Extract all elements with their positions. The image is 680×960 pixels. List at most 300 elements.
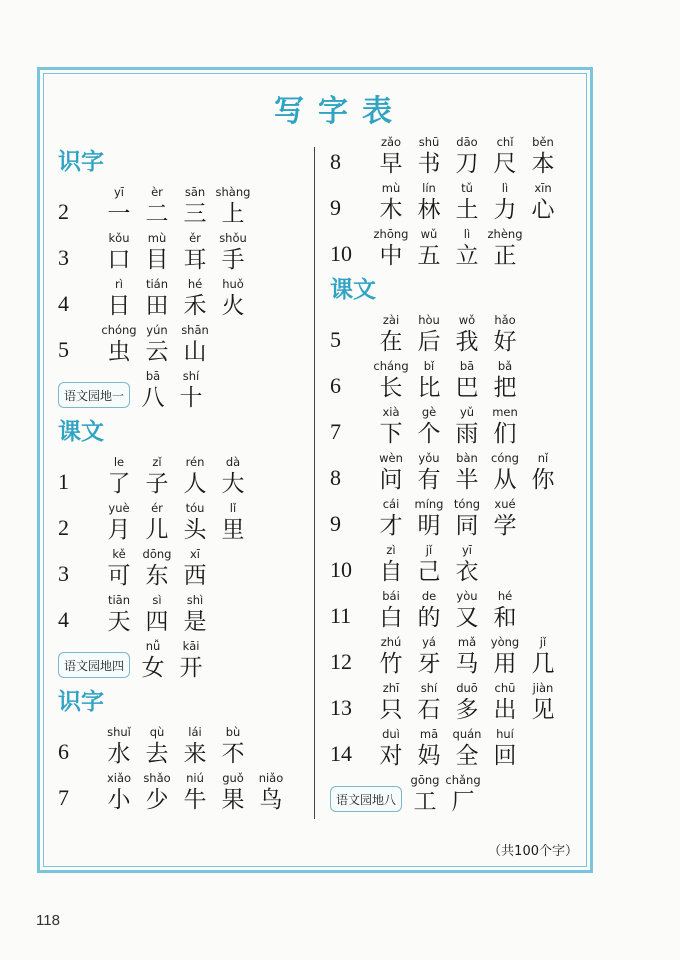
character-cell — [134, 368, 172, 412]
pinyin: shí — [182, 369, 200, 383]
hanzi: 手 — [221, 247, 245, 273]
character-cell — [444, 772, 482, 816]
character-cell — [100, 546, 138, 590]
character-cell — [372, 634, 410, 678]
character-group — [372, 226, 524, 270]
lesson-row — [330, 132, 590, 178]
lesson-row — [58, 228, 318, 274]
character-cell — [138, 184, 176, 228]
hanzi: 只 — [379, 697, 403, 723]
hanzi: 竹 — [379, 651, 403, 677]
hanzi: 里 — [221, 517, 245, 543]
character-cell — [100, 322, 138, 366]
lesson-number: 5 — [330, 327, 341, 352]
pinyin: lái — [188, 725, 202, 739]
character-group — [100, 454, 252, 498]
pinyin: qù — [149, 725, 165, 739]
pinyin: hǎo — [494, 313, 516, 327]
pinyin: yòu — [456, 589, 478, 603]
pinyin: hé — [187, 277, 203, 291]
pinyin: shǒu — [219, 231, 247, 245]
character-cell — [100, 454, 138, 498]
hanzi: 早 — [379, 151, 403, 177]
character-cell — [214, 724, 252, 768]
pinyin: mù — [147, 231, 167, 245]
section-title: 识字 — [58, 149, 104, 175]
character-cell — [372, 450, 410, 494]
hanzi: 上 — [221, 201, 245, 227]
pinyin: yuè — [108, 501, 130, 515]
hanzi: 木 — [379, 197, 403, 223]
pinyin: tóng — [453, 497, 481, 511]
pinyin: bǐ — [423, 359, 435, 373]
hanzi: 妈 — [417, 743, 441, 769]
hanzi: 学 — [493, 513, 517, 539]
lesson-number: 10 — [330, 241, 352, 266]
left-column — [58, 142, 318, 814]
lesson-row — [330, 678, 590, 724]
character-cell — [410, 134, 448, 178]
hanzi: 在 — [379, 329, 403, 355]
character-group — [406, 772, 482, 816]
hanzi: 田 — [145, 293, 169, 319]
hanzi: 回 — [493, 743, 517, 769]
character-cell — [410, 358, 448, 402]
character-cell — [410, 496, 448, 540]
pinyin: zhī — [382, 681, 400, 695]
character-cell — [486, 312, 524, 356]
character-cell — [138, 546, 176, 590]
pinyin: chū — [494, 681, 516, 695]
hanzi: 小 — [107, 787, 131, 813]
pinyin: kāi — [182, 639, 200, 653]
pinyin: xī — [189, 547, 200, 561]
pinyin: lǐ — [229, 501, 237, 515]
lesson-number: 11 — [330, 603, 352, 628]
hanzi: 水 — [107, 741, 131, 767]
character-cell — [410, 180, 448, 224]
pinyin: chǎng — [445, 773, 481, 787]
hanzi: 儿 — [145, 517, 169, 543]
character-cell — [100, 184, 138, 228]
lesson-row — [330, 356, 590, 402]
hanzi: 用 — [493, 651, 517, 677]
character-cell — [410, 726, 448, 770]
character-cell — [486, 180, 524, 224]
hanzi: 我 — [455, 329, 479, 355]
hanzi: 一 — [107, 201, 131, 227]
character-group — [100, 184, 252, 228]
character-cell — [448, 450, 486, 494]
character-cell — [448, 496, 486, 540]
character-group — [100, 276, 252, 320]
pinyin: yá — [422, 635, 436, 649]
hanzi: 女 — [141, 655, 165, 681]
pinyin: míng — [414, 497, 444, 511]
pinyin: chǐ — [496, 135, 514, 149]
pinyin: xià — [382, 405, 400, 419]
page-title: 写字表 — [274, 94, 406, 129]
lesson-number: 10 — [330, 557, 352, 582]
hanzi: 力 — [493, 197, 517, 223]
lesson-row — [58, 498, 318, 544]
hanzi: 鸟 — [259, 787, 283, 813]
pinyin: huǒ — [222, 277, 244, 291]
pinyin: bàn — [456, 451, 478, 465]
character-cell — [176, 322, 214, 366]
lesson-row — [330, 540, 590, 586]
hanzi: 头 — [183, 517, 207, 543]
character-cell — [372, 680, 410, 724]
pinyin: cháng — [373, 359, 409, 373]
pinyin: xīn — [534, 181, 552, 195]
lesson-number: 8 — [330, 149, 341, 174]
character-cell — [448, 680, 486, 724]
pinyin: niǎo — [258, 771, 284, 785]
character-cell — [372, 312, 410, 356]
pinyin: bā — [145, 369, 161, 383]
pinyin: zǎo — [380, 135, 402, 149]
hanzi: 禾 — [183, 293, 207, 319]
total-count-note: （共100个字） — [488, 844, 578, 859]
pinyin: tián — [145, 277, 169, 291]
pinyin: yún — [146, 323, 168, 337]
character-cell — [372, 404, 410, 448]
pinyin: zhōng — [373, 227, 409, 241]
hanzi: 西 — [183, 563, 207, 589]
pinyin: huí — [496, 727, 514, 741]
hanzi: 又 — [455, 605, 479, 631]
lesson-row — [330, 586, 590, 632]
character-cell — [214, 770, 252, 814]
character-group — [100, 500, 252, 544]
character-cell — [448, 134, 486, 178]
lesson-row — [330, 724, 590, 770]
pinyin: tóu — [185, 501, 205, 515]
character-group — [372, 680, 562, 724]
character-cell — [410, 450, 448, 494]
character-cell — [372, 134, 410, 178]
character-cell — [524, 634, 562, 678]
character-cell — [372, 358, 410, 402]
lesson-number: 2 — [58, 515, 69, 540]
hanzi: 立 — [455, 243, 479, 269]
pinyin: běn — [532, 135, 554, 149]
character-cell — [448, 358, 486, 402]
page-number: 118 — [36, 912, 60, 929]
hanzi: 对 — [379, 743, 403, 769]
hanzi: 五 — [417, 243, 441, 269]
hanzi: 八 — [141, 385, 165, 411]
character-cell — [176, 592, 214, 636]
hanzi: 人 — [183, 471, 207, 497]
character-cell — [172, 638, 210, 682]
lesson-number: 5 — [58, 337, 69, 362]
lesson-number: 14 — [330, 741, 352, 766]
character-cell — [448, 404, 486, 448]
character-cell — [406, 772, 444, 816]
lesson-row — [330, 178, 590, 224]
character-cell — [410, 312, 448, 356]
character-group — [372, 726, 524, 770]
pinyin: yǒu — [418, 451, 440, 465]
character-cell — [372, 226, 410, 270]
pinyin: le — [113, 455, 125, 469]
pinyin: zhú — [380, 635, 402, 649]
character-cell — [176, 770, 214, 814]
hanzi: 日 — [107, 293, 131, 319]
character-group — [372, 312, 524, 356]
character-cell — [138, 592, 176, 636]
lesson-row — [58, 452, 318, 498]
character-cell — [486, 134, 524, 178]
lesson-row — [330, 770, 590, 816]
hanzi: 多 — [455, 697, 479, 723]
character-group — [372, 180, 562, 224]
pinyin: èr — [151, 185, 163, 199]
hanzi: 开 — [179, 655, 203, 681]
hanzi: 刀 — [455, 151, 479, 177]
hanzi: 下 — [379, 421, 403, 447]
pinyin: zhèng — [487, 227, 523, 241]
hanzi: 巴 — [455, 375, 479, 401]
hanzi: 火 — [221, 293, 245, 319]
pinyin: dà — [225, 455, 241, 469]
character-group — [100, 230, 252, 274]
lesson-row — [58, 274, 318, 320]
pinyin: lì — [463, 227, 471, 241]
character-cell — [172, 368, 210, 412]
character-cell — [138, 770, 176, 814]
pinyin: mǎ — [457, 635, 477, 649]
hanzi: 同 — [455, 513, 479, 539]
character-group — [100, 592, 214, 636]
character-cell — [138, 276, 176, 320]
garden-badge: 语文园地一 — [58, 382, 130, 408]
pinyin: nǐ — [537, 451, 549, 465]
character-group — [100, 770, 290, 814]
pinyin: yī — [113, 185, 124, 199]
lesson-number: 6 — [330, 373, 341, 398]
hanzi: 把 — [493, 375, 517, 401]
pinyin: de — [421, 589, 437, 603]
hanzi: 去 — [145, 741, 169, 767]
garden-badge: 语文园地八 — [330, 786, 402, 812]
hanzi: 牙 — [417, 651, 441, 677]
character-cell — [176, 724, 214, 768]
garden-badge: 语文园地四 — [58, 652, 130, 678]
character-group — [372, 404, 524, 448]
hanzi: 虫 — [107, 339, 131, 365]
lesson-number: 1 — [58, 469, 69, 494]
character-cell — [100, 230, 138, 274]
character-cell — [176, 184, 214, 228]
character-group — [134, 638, 210, 682]
hanzi: 心 — [531, 197, 555, 223]
lesson-row — [58, 636, 318, 682]
character-group — [134, 368, 210, 412]
hanzi: 马 — [455, 651, 479, 677]
character-cell — [138, 230, 176, 274]
hanzi: 你 — [531, 467, 555, 493]
hanzi: 月 — [107, 517, 131, 543]
lesson-row — [330, 494, 590, 540]
character-group — [100, 724, 252, 768]
character-cell — [410, 588, 448, 632]
character-cell — [486, 680, 524, 724]
hanzi: 耳 — [183, 247, 207, 273]
hanzi: 问 — [379, 467, 403, 493]
character-cell — [410, 634, 448, 678]
hanzi: 全 — [455, 743, 479, 769]
lesson-row — [58, 320, 318, 366]
character-cell — [486, 450, 524, 494]
pinyin: chóng — [101, 323, 137, 337]
character-group — [372, 358, 524, 402]
pinyin: jǐ — [425, 543, 433, 557]
character-cell — [214, 276, 252, 320]
hanzi: 几 — [531, 651, 555, 677]
character-cell — [448, 542, 486, 586]
lesson-number: 9 — [330, 511, 341, 536]
lesson-number: 7 — [58, 785, 69, 810]
section-title: 课文 — [58, 419, 104, 445]
character-cell — [100, 770, 138, 814]
pinyin: tǔ — [461, 181, 473, 195]
pinyin: mù — [381, 181, 401, 195]
hanzi: 衣 — [455, 559, 479, 585]
lesson-number: 8 — [330, 465, 341, 490]
hanzi: 石 — [417, 697, 441, 723]
character-cell — [100, 276, 138, 320]
pinyin: shān — [181, 323, 209, 337]
pinyin: hòu — [418, 313, 440, 327]
lesson-row — [58, 768, 318, 814]
hanzi: 才 — [379, 513, 403, 539]
character-group — [372, 634, 562, 678]
hanzi: 出 — [493, 697, 517, 723]
character-group — [100, 546, 214, 590]
character-cell — [486, 726, 524, 770]
character-cell — [486, 358, 524, 402]
pinyin: yòng — [490, 635, 520, 649]
pinyin: wǔ — [420, 227, 438, 241]
hanzi: 口 — [107, 247, 131, 273]
character-cell — [410, 680, 448, 724]
pinyin: rì — [115, 277, 123, 291]
character-group — [372, 542, 486, 586]
hanzi: 了 — [107, 471, 131, 497]
pinyin: quán — [452, 727, 482, 741]
lesson-number: 2 — [58, 199, 69, 224]
pinyin: yǔ — [459, 405, 475, 419]
hanzi: 山 — [183, 339, 207, 365]
character-cell — [372, 180, 410, 224]
pinyin: lín — [422, 181, 436, 195]
pinyin: kǒu — [108, 231, 130, 245]
pinyin: jǐ — [539, 635, 547, 649]
pinyin: zì — [386, 543, 396, 557]
pinyin: niú — [186, 771, 204, 785]
character-cell — [138, 724, 176, 768]
character-cell — [176, 454, 214, 498]
lesson-number: 9 — [330, 195, 341, 220]
character-group — [372, 450, 562, 494]
character-cell — [410, 404, 448, 448]
character-cell — [524, 180, 562, 224]
hanzi: 本 — [531, 151, 555, 177]
hanzi: 云 — [145, 339, 169, 365]
pinyin: zǐ — [152, 455, 162, 469]
character-cell — [138, 322, 176, 366]
hanzi: 雨 — [455, 421, 479, 447]
pinyin: duō — [456, 681, 478, 695]
character-cell — [100, 724, 138, 768]
hanzi: 三 — [183, 201, 207, 227]
lesson-number: 6 — [58, 739, 69, 764]
pinyin: yī — [461, 543, 472, 557]
character-cell — [214, 454, 252, 498]
hanzi: 厂 — [451, 789, 475, 815]
character-cell — [176, 230, 214, 274]
hanzi: 目 — [145, 247, 169, 273]
lesson-number: 4 — [58, 291, 69, 316]
hanzi: 们 — [493, 421, 517, 447]
pinyin: wèn — [379, 451, 403, 465]
right-column — [330, 132, 590, 816]
character-cell — [486, 404, 524, 448]
pinyin: xiǎo — [106, 771, 132, 785]
hanzi: 少 — [145, 787, 169, 813]
lesson-row — [330, 310, 590, 356]
character-cell — [448, 226, 486, 270]
hanzi: 后 — [417, 329, 441, 355]
character-cell — [410, 542, 448, 586]
pinyin: nǚ — [145, 639, 161, 653]
pinyin: mā — [419, 727, 439, 741]
lesson-row — [330, 632, 590, 678]
hanzi: 工 — [413, 789, 437, 815]
character-cell — [410, 226, 448, 270]
hanzi: 和 — [493, 605, 517, 631]
character-cell — [372, 496, 410, 540]
character-cell — [134, 638, 172, 682]
pinyin: dāo — [456, 135, 478, 149]
character-cell — [524, 450, 562, 494]
pinyin: bā — [459, 359, 475, 373]
hanzi: 自 — [379, 559, 403, 585]
character-cell — [372, 542, 410, 586]
hanzi: 己 — [417, 559, 441, 585]
hanzi: 比 — [417, 375, 441, 401]
lesson-row — [58, 182, 318, 228]
hanzi: 来 — [183, 741, 207, 767]
character-group — [100, 322, 214, 366]
hanzi: 十 — [179, 385, 203, 411]
hanzi: 半 — [455, 467, 479, 493]
lesson-row — [58, 366, 318, 412]
pinyin: ěr — [189, 231, 201, 245]
character-cell — [176, 276, 214, 320]
pinyin: shǎo — [143, 771, 171, 785]
pinyin: lì — [501, 181, 509, 195]
character-cell — [214, 230, 252, 274]
lesson-number: 4 — [58, 607, 69, 632]
hanzi: 牛 — [183, 787, 207, 813]
character-group — [372, 134, 562, 178]
pinyin: shì — [186, 593, 204, 607]
character-cell — [214, 184, 252, 228]
